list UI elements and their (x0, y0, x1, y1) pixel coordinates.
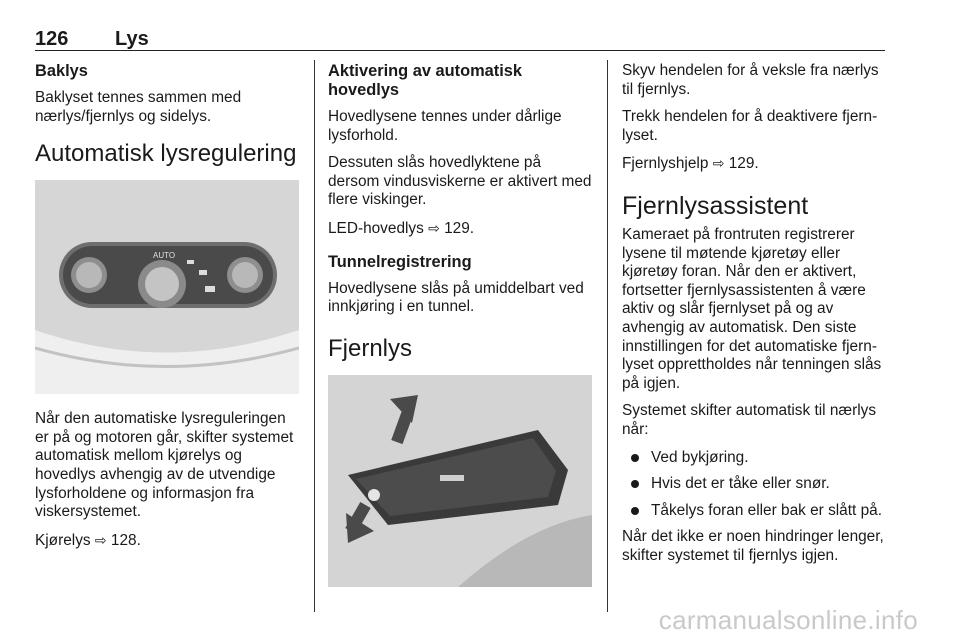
heading-fjernlysassistent: Fjernlysassistent (622, 191, 809, 220)
bullet-icon (631, 454, 639, 462)
led-ref-line (328, 219, 592, 239)
column-divider (314, 60, 315, 612)
kjorelys-page-link[interactable]: 128. (110, 531, 141, 549)
heading-tunnelregistrering: Tunnelregistrering (328, 252, 472, 271)
light-switch-photo (35, 180, 299, 394)
led-page-link[interactable]: 129. (444, 219, 475, 237)
auto-paragraph: Når den automatiske lysreguleringen er på og motoren går, skifter systemet automatisk mellom kjørelys og hovedlys avhengig av de utvendige lysforholdene og informasjon fra viskersystemet. (35, 410, 294, 521)
fjernlys-paragraph-1: Skyv hendelen for å veksle fra nærlys til fjernlys. (622, 62, 879, 98)
assistent-paragraph: Kameraet på frontruten registrerer lysene til møtende kjøretøy eller kjøretøy foran. Når den er aktivert, fortsetter fjernlysassistenten å være aktiv og slår fjernlyset på og av avhengig av automatisk. Den siste innstillingen for det automatiske fjernlyset opprettholdes når tenningen slås på igjen. (622, 225, 882, 392)
column-divider (607, 60, 608, 612)
skifter-paragraph: Systemet skifter automatisk til nærlys når: (622, 402, 877, 438)
baklys-paragraph: Baklyset tennes sammen med nærlys/fjernlys og sidelys. (35, 89, 242, 125)
column-1 (35, 62, 301, 559)
page-number: 126 (35, 28, 69, 50)
list-item: Ved bykjøring. (622, 449, 888, 468)
chapter-title: Lys (115, 28, 149, 50)
kjorelys-ref-line (35, 531, 301, 551)
aktivering-paragraph-1: Hovedlysene tennes under dårlige lysforhold. (328, 108, 562, 144)
reference-arrow-icon: ⇨ (712, 155, 725, 172)
auto-label: AUTO (153, 251, 176, 261)
heading-fjernlys: Fjernlys (328, 334, 413, 362)
column-2 (328, 62, 592, 603)
fjernlyshjelp-ref-line (622, 154, 888, 174)
list-item: Tåkelys foran eller bak er slått på. (622, 502, 888, 521)
fjernlyshjelp-text: Fjernlyshjelp (622, 155, 709, 173)
watermark: carmanualsonline.info (658, 605, 918, 635)
page-header (35, 28, 885, 51)
stalk-lever-photo (328, 375, 592, 587)
kjorelys-text: Kjørelys (35, 531, 91, 549)
list-item: Hvis det er tåke eller snør. (622, 475, 888, 494)
led-text: LED-hovedlys (328, 219, 424, 237)
heading-automatisk-lysregulering: Automatisk lysregulering (35, 140, 297, 168)
conditions-list (622, 449, 888, 521)
fjernlyshjelp-page-link[interactable]: 129. (728, 155, 759, 173)
heading-aktivering: Aktivering av automatisk hovedlys (328, 62, 523, 99)
bullet-icon (631, 507, 639, 515)
fjernlys-paragraph-2: Trekk hendelen for å deaktivere fjernlyset. (622, 108, 878, 144)
tunnel-paragraph: Hovedlysene slås på umiddelbart ved innkjøring i en tunnel. (328, 279, 584, 316)
reference-arrow-icon: ⇨ (94, 531, 107, 548)
reference-arrow-icon: ⇨ (428, 219, 440, 236)
final-paragraph: Når det ikke er noen hindringer lenger, skifter systemet til fjernlys igjen. (622, 528, 884, 564)
aktivering-paragraph-2: Dessuten slås hovedlyktene på dersom vindusviskerne er aktivert med flere viskinger. (328, 154, 592, 209)
heading-baklys: Baklys (35, 62, 88, 80)
bullet-icon (631, 480, 639, 488)
column-3 (622, 62, 888, 574)
